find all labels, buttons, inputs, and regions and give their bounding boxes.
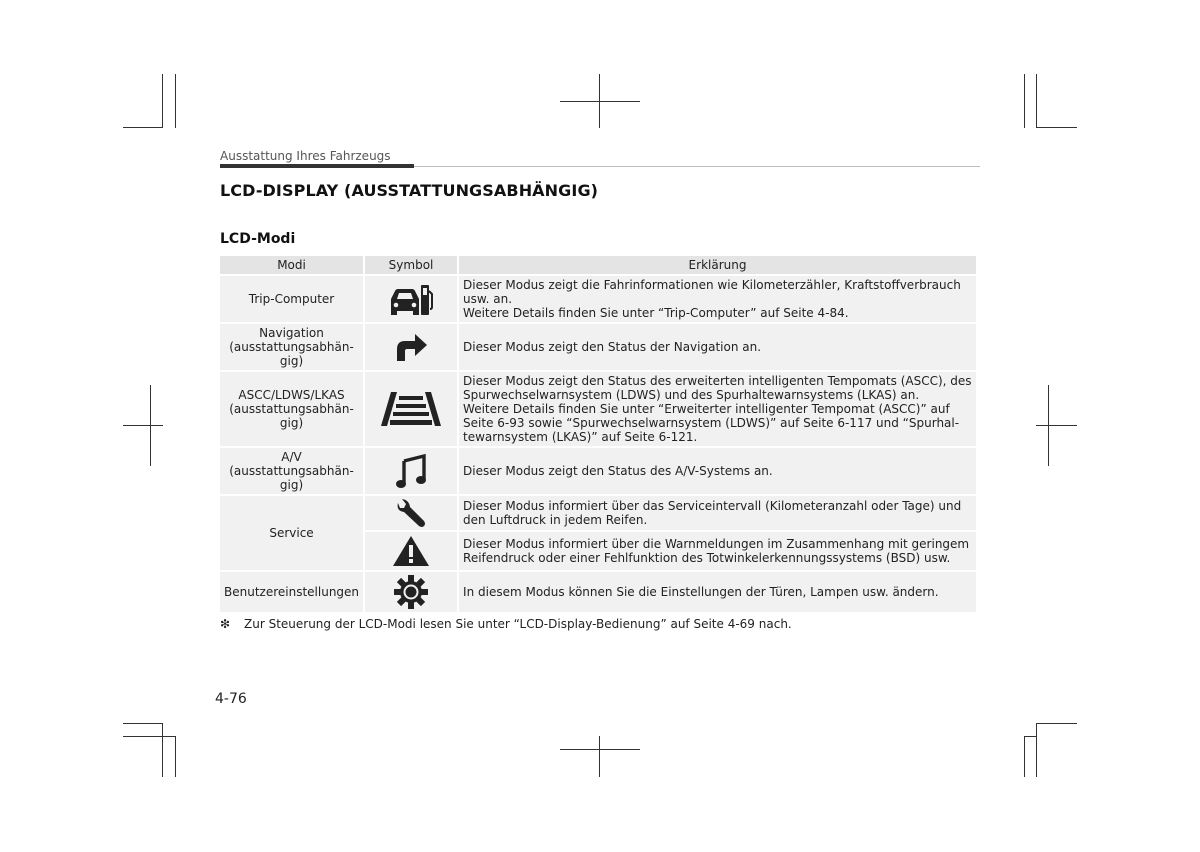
symbol-cell — [365, 324, 457, 370]
mode-cell — [220, 496, 363, 570]
table-row — [220, 496, 976, 530]
symbol-cell — [365, 276, 457, 322]
mode-benutzereinstellungen: Benutzereinstellungen — [224, 585, 360, 599]
table-row — [220, 372, 976, 446]
mode-label: gig) — [279, 354, 304, 368]
description-cell — [459, 448, 976, 494]
breadcrumb: Ausstattung Ihres Fahrzeugs — [220, 149, 391, 163]
lcd-modes-table — [218, 254, 978, 614]
mode-label: gig) — [279, 416, 304, 430]
mode-label: ASCC/LDWS/LKAS — [238, 388, 345, 402]
description-line: Dieser Modus informiert über das Serviceintervall (Kilometeranzahl oder Tage) und — [463, 499, 962, 513]
gear-icon — [393, 574, 429, 610]
warning-triangle-icon — [392, 534, 430, 568]
description-line: Dieser Modus informiert über die Warnmeldungen im Zusammenhang mit geringem — [463, 537, 970, 551]
description-line: Reifendruck oder einer Fehlfunktion des Totwinkelerkennungssystems (BSD) usw. — [463, 551, 951, 565]
description-line: Seite 6-93 sowie “Spurwechselwarnsystem (LDWS)” auf Seite 6-117 und “Spurhal- — [463, 416, 960, 430]
footnote-text: Zur Steuerung der LCD-Modi lesen Sie unter “LCD-Display-Bedienung” auf Seite 4-69 nach. — [244, 617, 792, 631]
header-symbol: Symbol — [365, 256, 457, 274]
mode-service: Service — [269, 526, 314, 540]
description-cell — [459, 572, 976, 612]
mode-label: (ausstattungsabhän- — [229, 402, 354, 416]
symbol-cell — [365, 572, 457, 612]
description-cell — [459, 532, 976, 570]
description-line: In diesem Modus können Sie die Einstellungen der Türen, Lampen usw. ändern. — [463, 585, 939, 599]
lane-road-icon — [381, 390, 441, 428]
footnote-symbol: ❇ — [220, 617, 231, 631]
header-modi: Modi — [220, 256, 363, 274]
mode-label: (ausstattungsabhän- — [229, 464, 354, 478]
mode-cell — [220, 572, 363, 612]
mode-label: (ausstattungsabhän- — [229, 340, 354, 354]
mode-cell — [220, 324, 363, 370]
description-line: Dieser Modus zeigt den Status des A/V-Systems an. — [463, 464, 773, 478]
table-row — [220, 324, 976, 370]
mode-label: Navigation — [259, 326, 324, 340]
mode-trip-computer: Trip-Computer — [248, 292, 335, 306]
mode-cell — [220, 276, 363, 322]
description-line: Dieser Modus zeigt den Status der Navigation an. — [463, 340, 762, 354]
mode-cell — [220, 372, 363, 446]
description-line: Dieser Modus zeigt den Status des erweiterten intelligenten Tempomats (ASCC), des — [463, 374, 972, 388]
symbol-cell — [365, 372, 457, 446]
description-cell — [459, 276, 976, 322]
header-erklaerung: Erklärung — [459, 256, 976, 274]
description-line: Weitere Details finden Sie unter “Trip-Computer” auf Seite 4-84. — [463, 306, 849, 320]
table-row — [220, 572, 976, 612]
music-note-icon — [395, 453, 427, 489]
page-number: 4-76 — [215, 691, 247, 707]
description-line: Spurwechselwarnsystem (LDWS) und des Spurhaltewarnsystems (LKAS) an. — [463, 388, 920, 402]
page-title: LCD-DISPLAY (AUSSTATTUNGSABHÄNGIG) — [220, 181, 599, 200]
description-cell — [459, 496, 976, 530]
table-row — [220, 276, 976, 322]
description-line: Dieser Modus zeigt die Fahrinformationen wie Kilometerzähler, Kraftstoffverbrauch — [463, 278, 961, 292]
mode-label: gig) — [279, 478, 304, 492]
section-title: LCD-Modi — [220, 231, 296, 247]
table-header-row — [220, 256, 976, 274]
header-rule-accent — [220, 164, 414, 168]
mode-cell — [220, 448, 363, 494]
description-cell — [459, 372, 976, 446]
turn-right-arrow-icon — [393, 331, 429, 363]
description-line: usw. an. — [463, 292, 513, 306]
description-cell — [459, 324, 976, 370]
footnote — [220, 617, 792, 631]
symbol-cell — [365, 496, 457, 530]
car-fuel-pump-icon — [388, 281, 434, 317]
description-line: den Luftdruck in jedem Reifen. — [463, 513, 648, 527]
table-row — [220, 448, 976, 494]
wrench-icon — [394, 497, 428, 529]
symbol-cell — [365, 448, 457, 494]
description-line: tewarnsystem (LKAS)” auf Seite 6-121. — [463, 430, 698, 444]
description-line: Weitere Details finden Sie unter “Erweiterter intelligenter Tempomat (ASCC)” auf — [463, 402, 950, 416]
symbol-cell — [365, 532, 457, 570]
mode-label: A/V — [281, 450, 302, 464]
